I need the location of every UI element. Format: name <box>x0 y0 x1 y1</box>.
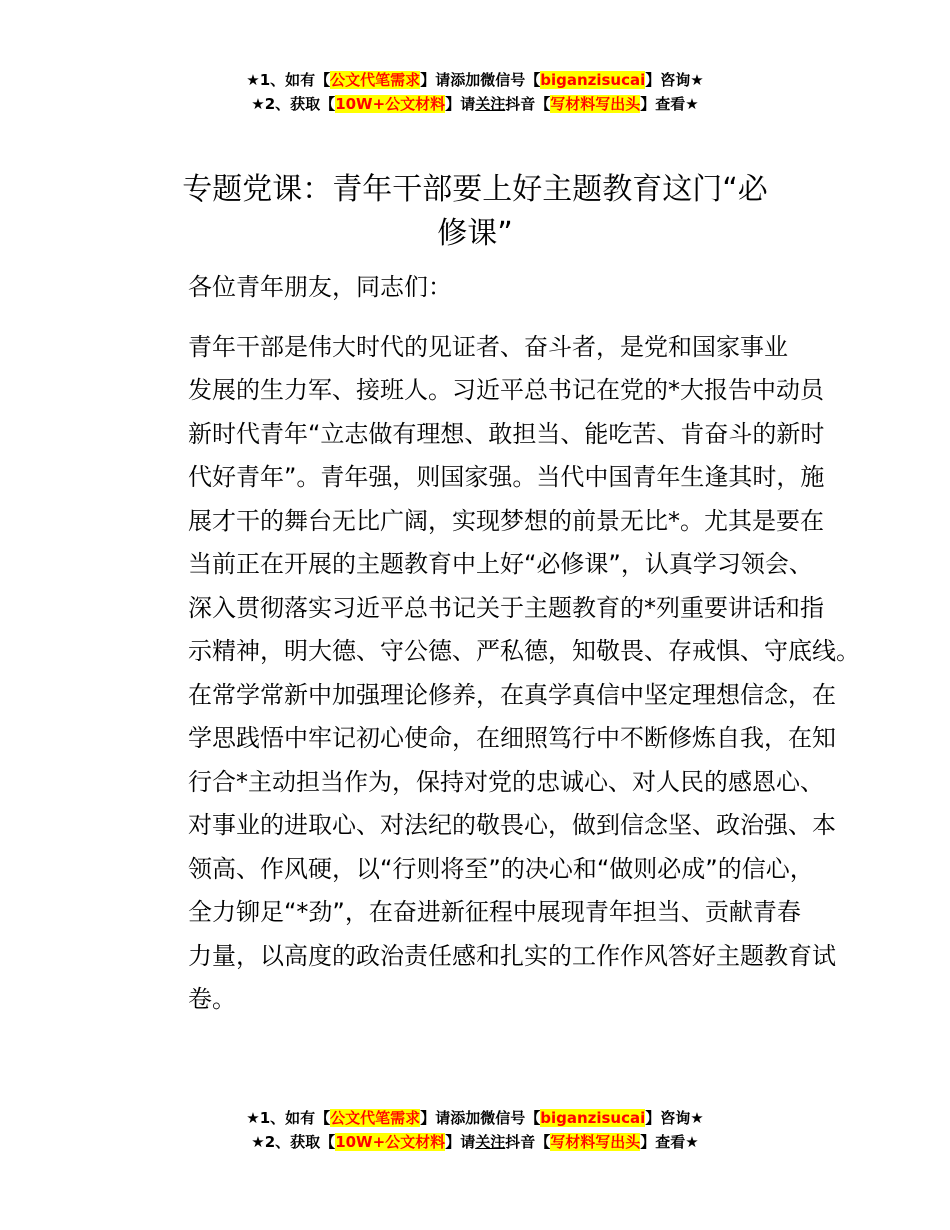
promo-text: 抖音【 <box>505 95 551 113</box>
title-line-1: 专题党课：青年干部要上好主题教育这门“必 <box>182 172 768 207</box>
body-line: 示精神，明大德、守公德、严私德，知敬畏、存戒惧、守底线。 <box>188 637 860 665</box>
promo-text: 】请添加微信号【 <box>420 71 541 89</box>
promo-text: 】请 <box>445 1133 476 1151</box>
promo-line-1 <box>0 68 950 92</box>
promo-highlight-wechat-id: biganzisucai <box>540 71 646 89</box>
promo-line-2 <box>0 1130 950 1154</box>
promo-text: 】查看★ <box>640 1133 699 1151</box>
body-line: 学思践悟中牢记初心使命，在细照笃行中不断修炼自我，在知 <box>188 724 836 752</box>
promo-line-2 <box>0 92 950 116</box>
promo-text: ★2、获取【 <box>251 95 336 113</box>
body-line: 深入贯彻落实习近平总书记关于主题教育的*列重要讲话和指 <box>188 593 824 622</box>
body-line: 展才干的舞台无比广阔，实现梦想的前景无比*。尤其是要在 <box>188 506 824 535</box>
promo-highlight-wechat-id: biganzisucai <box>540 1109 646 1127</box>
promo-underlined-text: 关注 <box>475 1133 506 1151</box>
body-line: 卷。 <box>188 985 236 1013</box>
promo-text: 】咨询★ <box>645 71 704 89</box>
promo-text: 】查看★ <box>640 95 699 113</box>
promo-highlight-douyin: 写材料写出头 <box>550 1133 641 1151</box>
body-line: 代好青年”。青年强，则国家强。当代中国青年生逢其时，施 <box>188 463 825 491</box>
header-promo <box>0 68 950 116</box>
body-line: 力量，以高度的政治责任感和扎实的工作作风答好主题教育试 <box>188 941 836 970</box>
title-line-2: 修课” <box>437 216 513 251</box>
body-line: 行合*主动担当作为，保持对党的忠诚心、对人民的感恩心、 <box>188 767 824 796</box>
body-line: 在常学常新中加强理论修养，在真学真信中坚定理想信念，在 <box>188 680 836 709</box>
footer-promo <box>0 1106 950 1154</box>
promo-text: 抖音【 <box>505 1133 551 1151</box>
promo-highlight-service: 公文代笔需求 <box>330 1109 421 1127</box>
promo-highlight-service: 公文代笔需求 <box>330 71 421 89</box>
body-line: 发展的生力军、接班人。习近平总书记在党的*大报告中动员 <box>188 376 824 404</box>
body-line: 全力铆足“*劲”，在奋进新征程中展现青年担当、贡献青春 <box>188 898 801 926</box>
promo-highlight-materials: 10W+公文材料 <box>335 1133 446 1151</box>
body-paragraph <box>140 326 860 1022</box>
promo-highlight-douyin: 写材料写出头 <box>550 95 641 113</box>
document-body <box>140 266 860 1022</box>
salutation: 各位青年朋友，同志们： <box>188 273 452 301</box>
promo-line-1 <box>0 1106 950 1130</box>
document-title <box>140 168 810 256</box>
promo-underlined-text: 关注 <box>475 95 506 113</box>
body-line: 领高、作风硬，以“行则将至”的决心和“做则必成”的信心， <box>188 854 814 883</box>
body-line: 对事业的进取心、对法纪的敬畏心，做到信念坚、政治强、本 <box>188 811 836 839</box>
promo-text: 】咨询★ <box>645 1109 704 1127</box>
promo-text: 】请 <box>445 95 476 113</box>
promo-text: ★2、获取【 <box>251 1133 336 1151</box>
promo-text: 】请添加微信号【 <box>420 1109 541 1127</box>
body-line: 当前正在开展的主题教育中上好“必修课”，认真学习领会、 <box>188 550 813 578</box>
body-line: 青年干部是伟大时代的见证者、奋斗者，是党和国家事业 <box>188 332 788 361</box>
promo-highlight-materials: 10W+公文材料 <box>335 95 446 113</box>
promo-text: ★1、如有【 <box>246 71 331 89</box>
body-line: 新时代青年“立志做有理想、敢担当、能吃苦、肯奋斗的新时 <box>188 419 825 448</box>
promo-text: ★1、如有【 <box>246 1109 331 1127</box>
